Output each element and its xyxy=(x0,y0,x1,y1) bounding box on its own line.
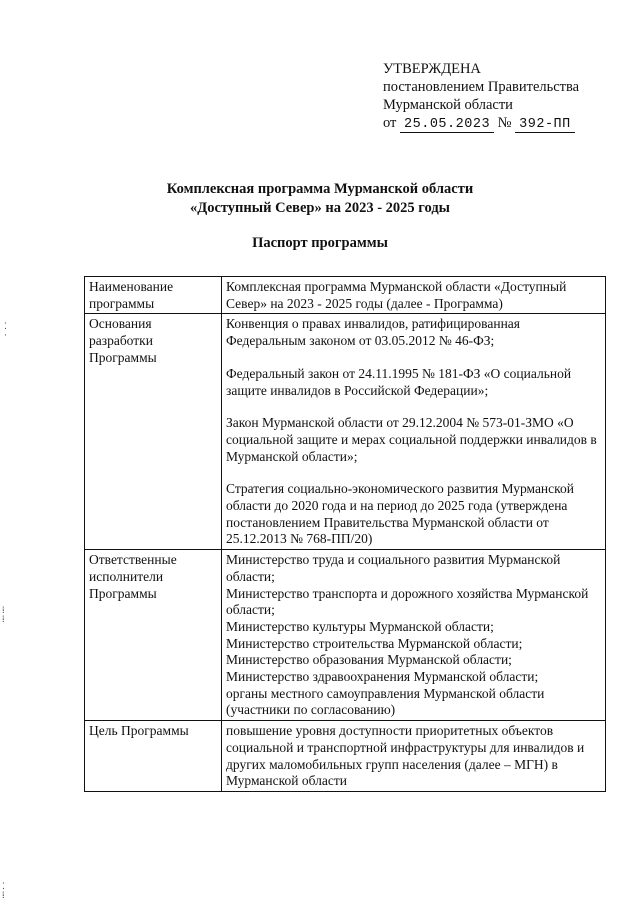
row-label: Наименование программы xyxy=(85,277,222,314)
approval-line-1: постановлением Правительства xyxy=(383,79,580,95)
passport-table xyxy=(84,276,606,792)
approval-heading: УТВЕРЖДЕНА xyxy=(383,61,481,77)
approval-date: 25.05.2023 xyxy=(400,117,494,133)
row-label: Цель Программы xyxy=(85,721,222,792)
number-prefix: № xyxy=(497,115,512,131)
table-row xyxy=(85,277,606,314)
approval-line-2: Мурманской области xyxy=(383,97,513,113)
table-row xyxy=(85,314,606,550)
value-paragraph: Федеральный закон от 24.11.1995 № 181-ФЗ «О социальной защите инвалидов в Российской Федерации»; xyxy=(226,365,572,398)
scan-artifact: ⁚ · xyxy=(4,321,7,340)
value-line: органы местного самоуправления Мурманской области (участники по согласованию) xyxy=(226,685,545,718)
value-paragraph: повышение уровня доступности приоритетных объектов социальной и транспортной инфраструктуры для инвалидов и других маломобильных групп населения (далее – МГН) в Мурманской области xyxy=(226,723,585,789)
scan-artifact: ⁚ ⁞ xyxy=(2,881,5,900)
table-row xyxy=(85,550,606,721)
value-line: Министерство здравоохранения Мурманской области; xyxy=(226,669,539,685)
row-label: Основания разработки Программы xyxy=(85,314,222,550)
row-value xyxy=(222,550,606,721)
approval-stamp xyxy=(383,60,579,134)
value-line: Министерство труда и социального развития Мурманской области; xyxy=(226,552,561,584)
table-row xyxy=(85,721,606,792)
row-label: Ответственные исполнители Программы xyxy=(85,550,222,721)
row-value xyxy=(222,277,606,314)
passport-heading: Паспорт программы xyxy=(252,235,388,251)
value-line: Министерство культуры Мурманской области; xyxy=(226,618,494,634)
title-line-1: Комплексная программа Мурманской области xyxy=(166,181,474,197)
value-line: Министерство транспорта и дорожного хозяйства Мурманской области; xyxy=(226,585,589,618)
date-prefix: от xyxy=(383,115,397,131)
value-paragraph: Комплексная программа Мурманской области «Доступный Север» на 2023 - 2025 годы (далее - Программа) xyxy=(226,279,567,311)
scan-artifact: ⁞ ⁞ xyxy=(2,605,5,624)
document-title xyxy=(0,180,640,218)
title-line-2: «Доступный Север» на 2023 - 2025 годы xyxy=(189,200,451,216)
approval-number: 392-ПП xyxy=(515,117,575,133)
value-paragraph: Стратегия социально-экономического развития Мурманской области до 2020 года и на период до 2025 года (утверждена постановлением Правительства Мурманской области от 25.12.2013 № 768-ПП/20) xyxy=(226,481,575,547)
value-paragraph: Закон Мурманской области от 29.12.2004 № 573-01-ЗМО «О социальной защите и мерах социальной поддержки инвалидов в Мурманской области»; xyxy=(226,415,597,464)
row-value xyxy=(222,314,606,550)
value-line: Министерство строительства Мурманской области; xyxy=(226,635,523,651)
approval-date-line xyxy=(383,114,579,134)
row-value xyxy=(222,721,606,792)
value-line: Министерство образования Мурманской области; xyxy=(226,652,512,668)
value-paragraph: Конвенция о правах инвалидов, ратифицированная Федеральным законом от 03.05.2012 № 46-ФЗ; xyxy=(226,316,520,349)
